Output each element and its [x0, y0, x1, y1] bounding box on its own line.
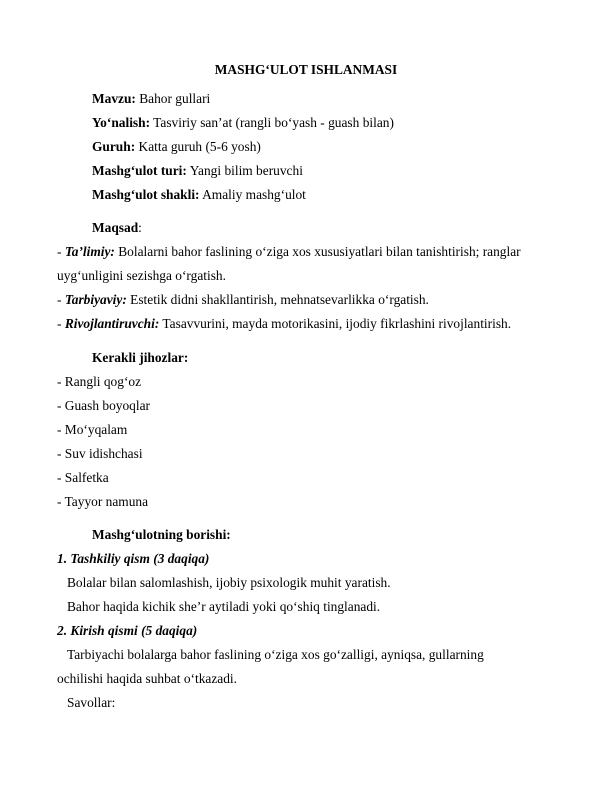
- maqsad-item-label: Ta’limiy:: [64, 244, 115, 259]
- info-value: Amaliy mashg‘ulot: [199, 187, 306, 202]
- maqsad-item-label: Tarbiyaviy:: [64, 292, 127, 307]
- dash: -: [57, 292, 65, 307]
- info-label: Mashg‘ulot turi:: [92, 163, 187, 178]
- maqsad-item-label: Rivojlantiruvchi:: [64, 316, 160, 331]
- section-2-line: Tarbiyachi bolalarga bahor faslining o‘ziga xos go‘zalligi, ayniqsa, gullarning: [67, 647, 484, 662]
- list-item: - Tayyor namuna: [57, 494, 149, 509]
- info-value: Tasviriy san’at (rangli bo‘yash - guash bilan): [150, 115, 394, 130]
- jihozlar-label: Kerakli jihozlar:: [92, 350, 189, 365]
- section-1-line: Bahor haqida kichik she’r aytiladi yoki qo‘shiq tinglanadi.: [67, 599, 381, 614]
- info-value: Bahor gullari: [135, 91, 211, 106]
- maqsad-item-text: Estetik didni shakllantirish, mehnatsevarlikka o‘rgatish.: [126, 292, 429, 307]
- list-item: - Suv idishchasi: [57, 446, 143, 461]
- maqsad-item-tarbiyaviy: [57, 292, 429, 308]
- maqsad-item-talimiy-cont: uyg‘unligini sezishga o‘rgatish.: [57, 268, 226, 283]
- borishi-heading: [92, 527, 231, 543]
- jihozlar-heading: [92, 350, 188, 366]
- list-item: - Mo‘yqalam: [57, 422, 128, 437]
- list-item: - Guash boyoqlar: [57, 398, 150, 413]
- section-1-title: 1. Tashkiliy qism (3 daqiqa): [57, 551, 210, 566]
- document-title: MASHG‘ULOT ISHLANMASI: [214, 62, 398, 77]
- maqsad-colon: :: [138, 220, 142, 235]
- info-mavzu: [92, 91, 210, 107]
- section-1-line: Bolalar bilan salomlashish, ijobiy psixologik muhit yaratish.: [67, 575, 391, 590]
- list-item: - Rangli qog‘oz: [57, 374, 142, 389]
- info-value: Katta guruh (5-6 yosh): [135, 139, 261, 154]
- dash: -: [57, 244, 65, 259]
- list-item: - Salfetka: [57, 470, 109, 485]
- borishi-label: Mashg‘ulotning borishi:: [92, 527, 231, 542]
- info-shakli: [92, 187, 306, 203]
- info-guruh: [92, 139, 261, 155]
- maqsad-item-talimiy: [57, 244, 521, 260]
- info-value: Yangi bilim beruvchi: [186, 163, 303, 178]
- dash: -: [57, 316, 65, 331]
- info-label: Mashg‘ulot shakli:: [92, 187, 200, 202]
- section-2-line-cont: ochilishi haqida suhbat o‘tkazadi.: [57, 671, 237, 686]
- section-2-title: 2. Kirish qismi (5 daqiqa): [57, 623, 198, 638]
- info-turi: [92, 163, 303, 179]
- maqsad-label: Maqsad: [92, 220, 139, 235]
- info-label: Guruh:: [92, 139, 136, 154]
- savollar-label: Savollar:: [67, 695, 116, 710]
- info-label: Yo‘nalish:: [92, 115, 151, 130]
- info-label: Mavzu:: [92, 91, 136, 106]
- maqsad-item-rivojlantiruvchi: [57, 316, 511, 332]
- maqsad-heading: [92, 220, 142, 236]
- maqsad-item-text: Bolalarni bahor faslining o‘ziga xos xususiyatlari bilan tanishtirish; ranglar: [114, 244, 521, 259]
- maqsad-item-text: Tasavvurini, mayda motorikasini, ijodiy fikrlashini rivojlantirish.: [159, 316, 512, 331]
- info-yonalish: [92, 115, 394, 131]
